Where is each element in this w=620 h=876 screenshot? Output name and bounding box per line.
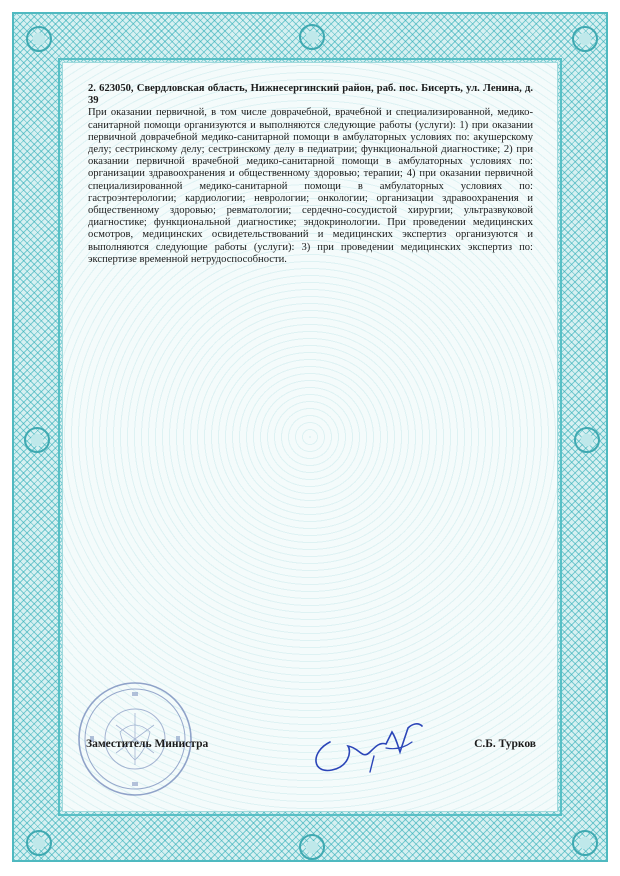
corner-ornament-icon xyxy=(26,830,52,856)
corner-ornament-icon xyxy=(572,830,598,856)
top-ornament-icon xyxy=(299,24,325,50)
bottom-ornament-icon xyxy=(299,834,325,860)
signature-row xyxy=(86,738,536,758)
left-ornament-icon xyxy=(24,427,50,453)
services-description: При оказании первичной, в том числе доврачебной, врачебной и специализированной, медико-санитарной помощи организуются и выполняются следующие работы (услуги): 1) при оказании первичной доврачебной медико-санитарной помощи в амбулаторных условиях по: акушерскому делу; сестринскому делу; сестринскому делу в педиатрии; функциональной диагностике; 2) при оказании первичной врачебной медико-санитарной помощи в амбулаторных условиях по: организации здравоохранения и общественному здоровью; терапии; 4) при оказании первичной специализированной медико-санитарной помощи в амбулаторных условиях по: гастроэнтерологии; кардиологии; неврологии; онкологии; организации здравоохранения и общественному здоровью; ревматологии; сердечно-сосудистой хирургии; ультразвуковой диагностике; функциональной диагностике; эндокринологии. При проведении медицинских осмотров, медицинских освидетельствований и медицинских экспертиз организуются и выполняются следующие работы (услуги): 3) при проведении медицинских экспертиз по: экспертизе временной нетрудоспособности. xyxy=(88,107,533,265)
corner-ornament-icon xyxy=(572,26,598,52)
license-text-block xyxy=(88,83,533,266)
right-ornament-icon xyxy=(574,427,600,453)
address-line: 2. 623050, Свердловская область, Нижнесергинский район, раб. пос. Бисерть, ул. Ленина, д. 39 xyxy=(88,83,533,107)
signer-position: Заместитель Министра xyxy=(86,738,209,750)
corner-ornament-icon xyxy=(26,26,52,52)
signer-name: С.Б. Турков xyxy=(474,738,536,750)
